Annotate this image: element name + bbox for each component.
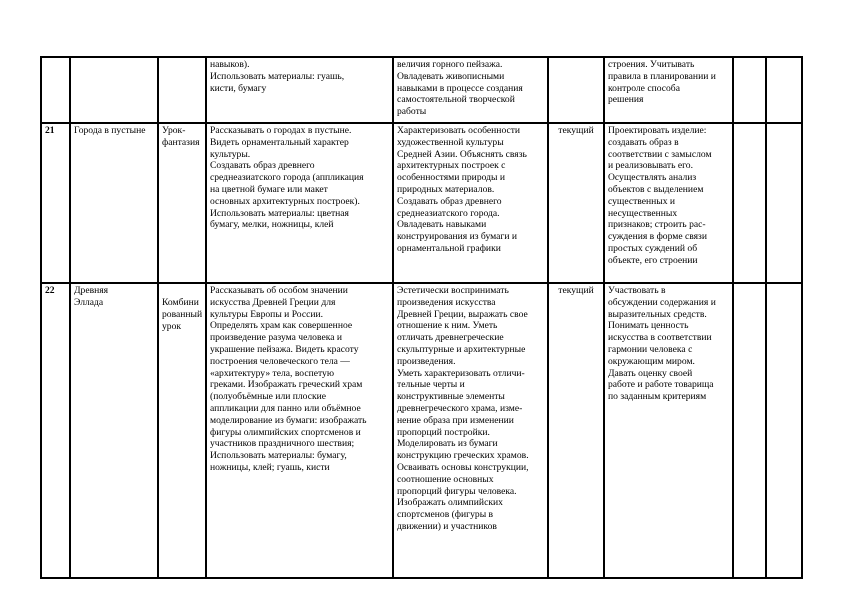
- table-row: [41, 123, 802, 283]
- lesson-topic: [70, 123, 158, 283]
- text-line: работе и работе товарища: [608, 379, 714, 391]
- text-line: спортсменов (фигуры в: [397, 509, 494, 521]
- date-actual: [766, 283, 802, 578]
- text-line: участников праздничного шествия;: [210, 438, 355, 450]
- text-line: Средней Азии. Объяснять связь: [397, 148, 527, 160]
- text-line: Создавать образ древнего: [210, 160, 315, 172]
- text-line: нение образа при изменении: [397, 414, 514, 426]
- text-line: пропорций постройки.: [397, 426, 490, 438]
- text-line: тельные черты и: [397, 379, 465, 391]
- text-line: моделирование из бумаги: изображать: [210, 414, 367, 426]
- text-line: природных материалов.: [397, 183, 495, 195]
- text-line: Использовать материалы: бумагу,: [210, 450, 347, 462]
- text-line: искусства Древней Греции для: [210, 296, 336, 308]
- text-line: выразительных средств.: [608, 308, 707, 320]
- date-planned: [733, 57, 766, 123]
- text-line: контроле способа: [608, 82, 680, 94]
- date-actual: [766, 57, 802, 123]
- text-line: правила в планировании и: [608, 70, 716, 82]
- text-line: Рассказывать об особом значении: [210, 285, 348, 296]
- text-line: соотношение основных: [397, 473, 494, 485]
- student-activities: [206, 57, 393, 123]
- text-line: на цветной бумаге или макет: [210, 183, 328, 195]
- lesson-plan-table: [40, 56, 803, 579]
- text-line: Рассказывать о городах в пустыне.: [210, 125, 352, 136]
- text-line: работы: [397, 106, 427, 118]
- text-line: по заданным критериям: [608, 391, 707, 403]
- text-line: Овладевать навыками: [397, 219, 487, 231]
- text-line: Эллада: [74, 296, 104, 308]
- learning-outcomes: [393, 57, 548, 123]
- text-line: отношение к ним. Уметь: [397, 320, 498, 332]
- text-line: ножницы, клей; гуашь, кисти: [210, 461, 330, 473]
- student-activities: [206, 283, 393, 578]
- text-line: строения. Учитывать: [608, 59, 695, 70]
- text-line: особенностями природы и: [397, 172, 505, 184]
- text-line: окружающим миром.: [608, 355, 695, 367]
- text-line: Эстетически воспринимать: [397, 285, 509, 296]
- text-line: бумагу, мелки, ножницы, клей: [210, 219, 334, 231]
- text-line: среднеазиатского города (аппликация: [210, 172, 364, 184]
- text-line: Видеть орнаментальный характер: [210, 136, 349, 148]
- control-type: текущий: [548, 123, 604, 283]
- lesson-topic: [70, 283, 158, 578]
- learning-outcomes: [393, 283, 548, 578]
- text-line: Характеризовать особенности: [397, 125, 521, 136]
- text-line: произведение разума человека и: [210, 332, 343, 344]
- text-line: суждения в форме связи: [608, 231, 707, 243]
- text-line: культуры Европы и России.: [210, 308, 324, 320]
- text-line: (полуобъёмные или плоские: [210, 391, 327, 403]
- text-line: несущественных: [608, 207, 678, 219]
- text-line: украшение пейзажа. Видеть красоту: [210, 343, 359, 355]
- lesson-number: [41, 57, 70, 123]
- text-line: Овладевать живописными: [397, 70, 505, 82]
- text-line: художественной культуры: [397, 136, 504, 148]
- text-line: Изображать олимпийских: [397, 497, 503, 509]
- text-line: урок: [162, 320, 182, 332]
- text-line: Урок-: [162, 125, 186, 136]
- learning-actions: [604, 283, 733, 578]
- text-line: аппликации для панно или объёмное: [210, 402, 361, 414]
- text-line: древнегреческого храма, изме-: [397, 402, 523, 414]
- text-line: Осуществлять анализ: [608, 172, 697, 184]
- lesson-type: [158, 57, 206, 123]
- text-line: кисти, бумагу: [210, 82, 267, 94]
- text-line: объектов с выделением: [608, 183, 704, 195]
- text-line: Уметь характеризовать отличи-: [397, 367, 525, 379]
- lesson-type: [158, 123, 206, 283]
- text-line: среднеазиатского города.: [397, 207, 500, 219]
- text-line: конструктивные элементы: [397, 391, 505, 403]
- text-line: конструирования из бумаги и: [397, 231, 517, 243]
- text-line: искусства в соответствии: [608, 332, 712, 344]
- lesson-number: 21: [41, 123, 70, 283]
- text-line: соответствии с замыслом: [608, 148, 712, 160]
- text-line: греками. Изображать греческий храм: [210, 379, 363, 391]
- text-line: архитектурных построек с: [397, 160, 506, 172]
- text-line: признаков; строить рас-: [608, 219, 706, 231]
- date-planned: [733, 123, 766, 283]
- learning-outcomes: [393, 123, 548, 283]
- date-planned: [733, 283, 766, 578]
- table-row: [41, 57, 802, 123]
- text-line: гармонии человека с: [608, 343, 693, 355]
- text-line: конструкцию греческих храмов.: [397, 450, 529, 462]
- text-line: произведения искусства: [397, 296, 496, 308]
- text-line: Участвовать в: [608, 285, 666, 296]
- text-line: Города в пустыне: [74, 125, 146, 136]
- text-line: создавать образ в: [608, 136, 679, 148]
- lesson-type: [158, 283, 206, 578]
- text-line: Комбини: [162, 297, 199, 308]
- table-row: [41, 283, 802, 578]
- text-line: пропорций фигуры человека.: [397, 485, 517, 497]
- text-line: простых суждений об: [608, 242, 698, 254]
- text-line: фигуры олимпийских спортсменов и: [210, 426, 361, 438]
- text-line: решения: [608, 94, 644, 106]
- learning-actions: [604, 57, 733, 123]
- text-line: построения человеческого тела —: [210, 355, 350, 367]
- text-line: Создавать образ древнего: [397, 195, 502, 207]
- text-line: Осваивать основы конструкции,: [397, 461, 529, 473]
- text-line: культуры.: [210, 148, 251, 160]
- text-line: Использовать материалы: гуашь,: [210, 70, 345, 82]
- text-line: существенных и: [608, 195, 676, 207]
- lesson-topic: [70, 57, 158, 123]
- text-line: скульптурные и архитектурные: [397, 343, 526, 355]
- date-actual: [766, 123, 802, 283]
- text-line: Использовать материалы: цветная: [210, 207, 349, 219]
- text-line: произведения.: [397, 355, 456, 367]
- text-line: обсуждении содержания и: [608, 296, 716, 308]
- text-line: Древней Греции, выражать свое: [397, 308, 528, 320]
- text-line: навыков).: [210, 59, 250, 70]
- control-type: текущий: [548, 283, 604, 578]
- text-line: отличать древнегреческие: [397, 332, 504, 344]
- text-line: Моделировать из бумаги: [397, 438, 498, 450]
- text-line: Древняя: [74, 285, 109, 296]
- text-line: рованный: [162, 308, 203, 320]
- text-line: Проектировать изделие:: [608, 125, 707, 136]
- text-line: основных архитектурных построек).: [210, 195, 360, 207]
- text-line: Определять храм как совершенное: [210, 320, 353, 332]
- control-type: [548, 57, 604, 123]
- text-line: Давать оценку своей: [608, 367, 693, 379]
- learning-actions: [604, 123, 733, 283]
- text-line: величия горного пейзажа.: [397, 59, 503, 70]
- text-line: «архитектуру» тела, воспетую: [210, 367, 335, 379]
- text-line: Понимать ценность: [608, 320, 689, 332]
- text-line: навыками в процессе создания: [397, 82, 523, 94]
- student-activities: [206, 123, 393, 283]
- text-line: объекте, его строении: [608, 254, 698, 266]
- text-line: самостоятельной творческой: [397, 94, 515, 106]
- text-line: фантазия: [162, 136, 200, 148]
- text-line: орнаментальной графики: [397, 242, 501, 254]
- text-line: и реализовывать его.: [608, 160, 694, 172]
- lesson-number: 22: [41, 283, 70, 578]
- text-line: движении) и участников: [397, 520, 497, 532]
